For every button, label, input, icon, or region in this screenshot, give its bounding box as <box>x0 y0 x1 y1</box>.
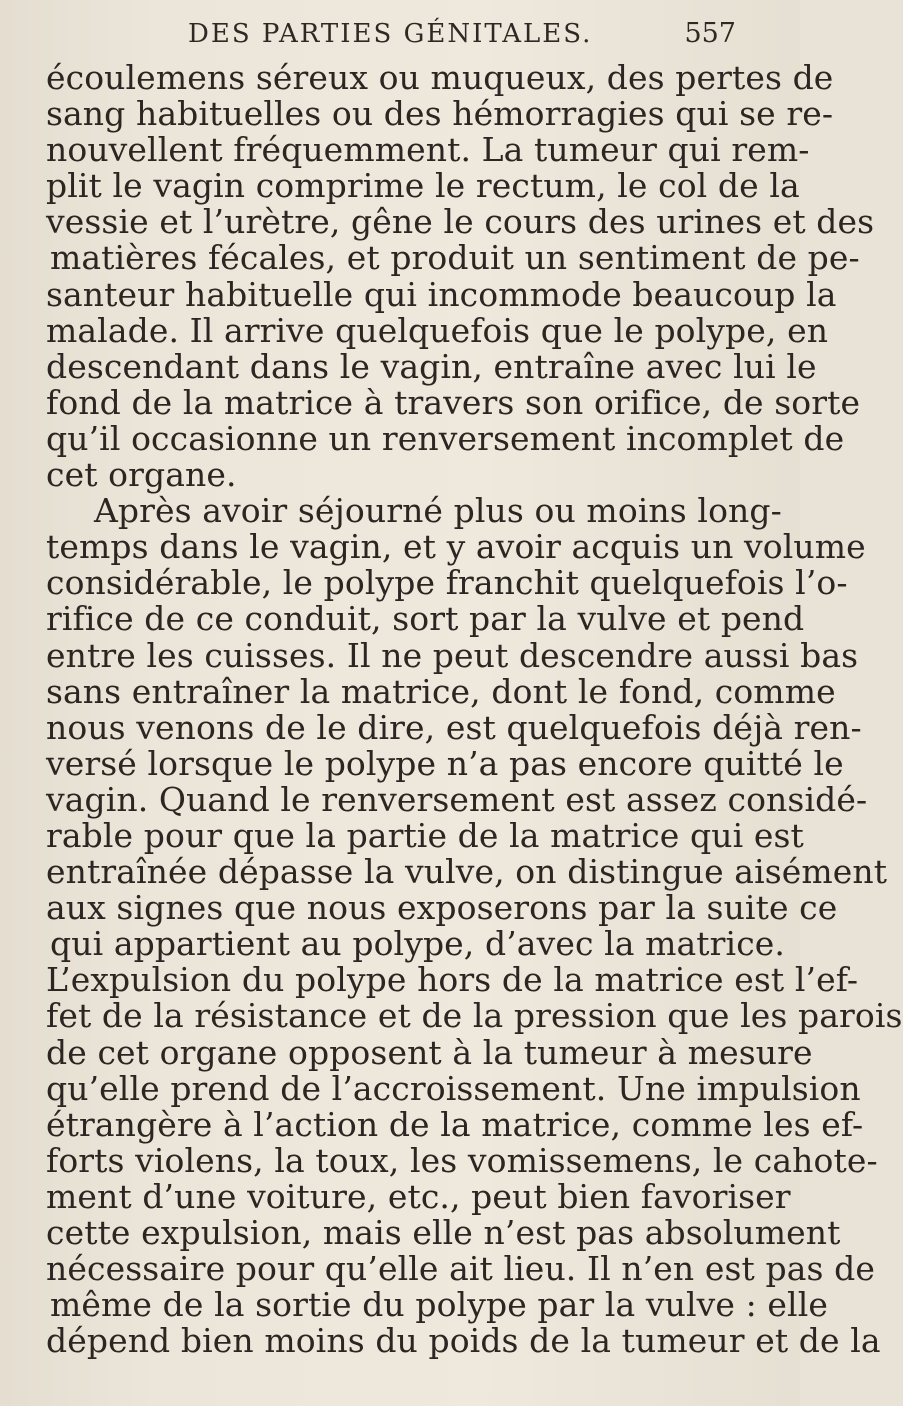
running-title: DES PARTIES GÉNITALES. <box>188 19 593 49</box>
text-line: entre les cuisses. Il ne peut descendre aussi bas <box>46 635 859 675</box>
text-line: sans entraîner la matrice, dont le fond, comme <box>46 671 836 711</box>
text-line: Après avoir séjourné plus ou moins long- <box>94 491 782 531</box>
text-line: vessie et l’urètre, gêne le cours des urines et des <box>46 202 875 242</box>
text-line: considérable, le polype franchit quelquefois l’o- <box>46 563 848 603</box>
text-line: malade. Il arrive quelquefois que le polype, en <box>46 310 829 350</box>
text-line: de cet organe opposent à la tumeur à mesure <box>46 1032 813 1072</box>
text-line: cet organe. <box>46 455 237 495</box>
text-line: forts violens, la toux, les vomissemens, le cahote- <box>46 1140 878 1180</box>
body-text <box>46 58 903 1361</box>
page-number: 557 <box>684 18 736 49</box>
text-line: plit le vagin comprime le rectum, le col de la <box>46 166 800 206</box>
text-line: fet de la résistance et de la pression que les parois <box>46 996 903 1036</box>
text-line: sang habituelles ou des hémorragies qui se re- <box>46 94 834 134</box>
running-head <box>188 18 748 58</box>
text-line: dépend bien moins du poids de la tumeur et de la <box>46 1321 881 1361</box>
text-line: qui appartient au polype, d’avec la matrice. <box>50 924 785 964</box>
text-line: entraînée dépasse la vulve, on distingue aisément <box>46 852 888 892</box>
text-line: qu’elle prend de l’accroissement. Une impulsion <box>46 1068 861 1108</box>
text-line: descendant dans le vagin, entraîne avec lui le <box>46 346 817 386</box>
text-line: nous venons de le dire, est quelquefois déjà ren- <box>46 707 862 747</box>
text-line: nouvellent fréquemment. La tumeur qui rem- <box>46 130 810 170</box>
text-line: rable pour que la partie de la matrice qui est <box>46 815 804 855</box>
text-line: nécessaire pour qu’elle ait lieu. Il n’en est pas de <box>46 1249 875 1289</box>
text-line: matières fécales, et produit un sentiment de pe- <box>50 238 860 278</box>
text-line: qu’il occasionne un renversement incomplet de <box>46 418 845 458</box>
text-line: vagin. Quand le renversement est assez considé- <box>46 779 868 819</box>
text-line: aux signes que nous exposerons par la suite ce <box>46 888 838 928</box>
text-line: écoulemens séreux ou muqueux, des pertes de <box>46 58 834 97</box>
text-line: temps dans le vagin, et y avoir acquis un volume <box>46 527 866 567</box>
text-line: étrangère à l’action de la matrice, comme les ef- <box>46 1104 864 1144</box>
text-line: santeur habituelle qui incommode beaucoup la <box>46 274 837 314</box>
text-line: fond de la matrice à travers son orifice, de sorte <box>46 382 861 422</box>
text-line: même de la sortie du polype par la vulve : elle <box>50 1285 828 1325</box>
text-line: rifice de ce conduit, sort par la vulve et pend <box>46 599 805 639</box>
text-line: cette expulsion, mais elle n’est pas absolument <box>46 1213 841 1252</box>
text-line: versé lorsque le polype n’a pas encore quitté le <box>46 743 844 783</box>
text-line: L’expulsion du polype hors de la matrice est l’ef- <box>46 960 859 1000</box>
text-line: ment d’une voiture, etc., peut bien favoriser <box>46 1176 791 1216</box>
